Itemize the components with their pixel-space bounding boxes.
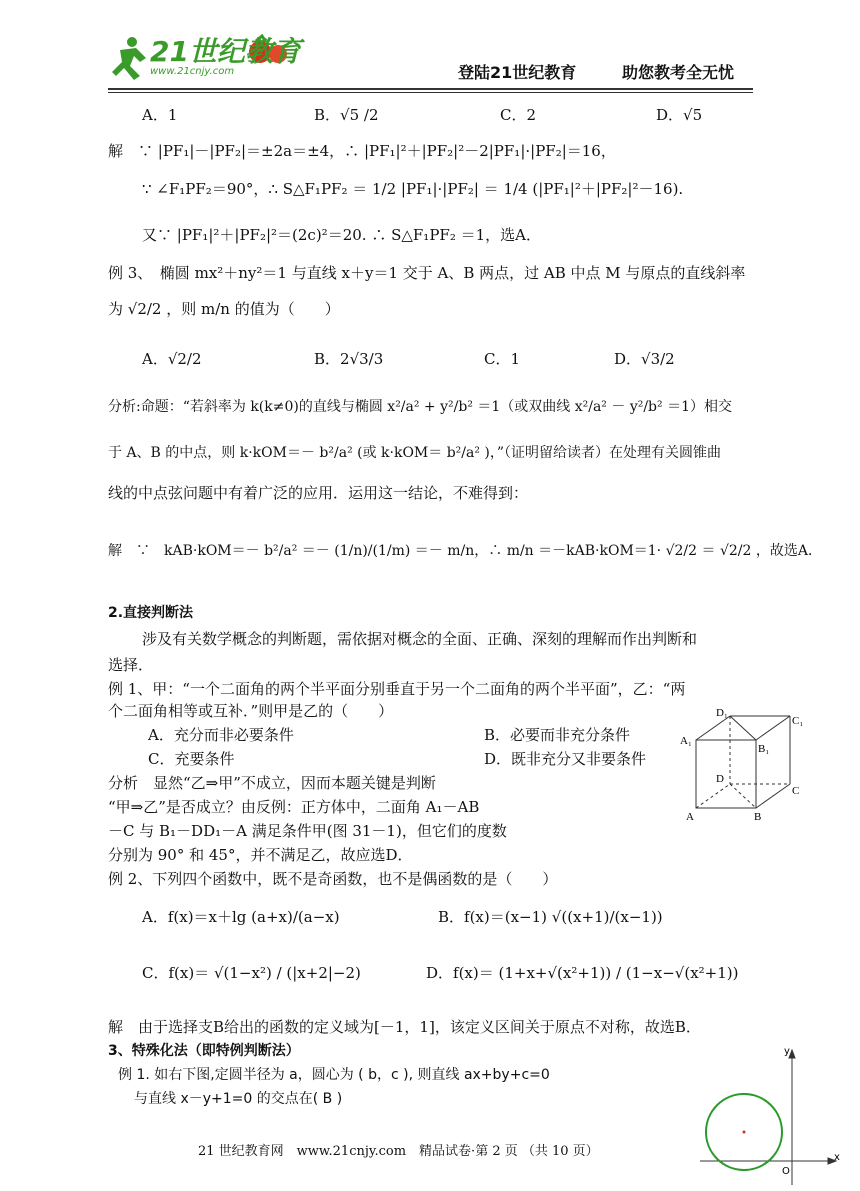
section-3-title: 3、特殊化法（即特例判断法）: [108, 1043, 300, 1059]
section-2-analysis-2: “甲⇒乙”是否成立？由反例：正方体中，二面角 A₁－AB: [108, 798, 480, 816]
example-3-option-c: C．1: [484, 350, 521, 368]
logo-text: 21世纪教育: [150, 35, 301, 68]
section-2-para-2: 选择．: [108, 656, 154, 674]
option-b: B．√5 /2: [314, 106, 379, 124]
slogan-1: 登陆21世纪教育: [458, 63, 577, 82]
cube-label-a: A: [686, 811, 694, 823]
analysis-line-3: 线的中点弦问题中有着广泛的应用．运用这一结论，不难得到：: [108, 484, 529, 502]
section-2-example-1-line-1: 例 1、甲：“一个二面角的两个半平面分别垂直于另一个二面角的两个半平面”，乙：“两: [108, 680, 686, 698]
section-2-analysis-1: 分析 显然“乙⇒甲”不成立，因而本题关键是判断: [108, 774, 436, 792]
slogan-2: 助您教考全无忧: [622, 63, 735, 82]
section-2-example-1-line-2: 个二面角相等或互补．”则甲是乙的（ ）: [108, 702, 394, 720]
footer: 21 世纪教育网 www.21cnjy.com 精品试卷·第 2 页 （共 10 页）: [198, 1144, 599, 1159]
section-2-title: 2.直接判断法: [108, 605, 194, 621]
analysis-line-1: 分析:命题：“若斜率为 k(k≠0)的直线与椭圆 x²/a² + y²/b² ＝1（或双曲线 x²/a² － y²/b² ＝1）相交: [108, 399, 732, 415]
solution-line-3: 又∵ |PF₁|²＋|PF₂|²＝(2c)²＝20. ∴ S△F₁PF₂ ＝1，选A．: [142, 226, 541, 244]
cube-label-a1: A₁: [680, 735, 692, 747]
header-rule-thin: [108, 92, 753, 93]
analysis-line-2: 于 A、B 的中点，则 k·kOM＝－ b²/a² (或 k·kOM＝ b²/a² )，”（证明留给读者）在处理有关圆锥曲: [108, 445, 722, 461]
cube-figure: [676, 700, 816, 830]
section-2-analysis-3: －C 与 B₁－DD₁－A 满足条件甲(图 31－1)，但它们的度数: [108, 822, 507, 840]
example-3-option-b: B．2√3/3: [314, 350, 384, 368]
analysis-solution: 解 ∵ kAB·kOM＝－ b²/a² ＝－ (1/n)/(1/m) ＝－ m/n，∴ m/n ＝－kAB·kOM＝1· √2/2 ＝ √2/2 ，故选A．: [108, 543, 822, 559]
section-2-solution: 解 由于选择支B给出的函数的定义域为[－1，1]，该定义区间关于原点不对称，故选B．: [108, 1018, 701, 1036]
function-option-d: D．f(x)＝ (1+x+√(x²+1)) / (1−x−√(x²+1)): [426, 964, 739, 982]
cube-label-b: B: [754, 811, 762, 823]
x-axis-label: x: [834, 1152, 840, 1163]
section-2-example-2: 例 2、下列四个函数中，既不是奇函数，也不是偶函数的是（ ）: [108, 870, 558, 888]
logo-url: www.21cnjy.com: [150, 66, 235, 77]
circle-center-dot: [743, 1131, 746, 1134]
header-rule: [108, 88, 753, 90]
example-3-option-a: A．√2/2: [142, 350, 202, 368]
function-option-a: A．f(x)＝x＋lg (a+x)/(a−x): [142, 908, 340, 926]
circle-graph: [690, 1040, 850, 1190]
example-3-line-1: 例 3、 椭圆 mx²＋ny²＝1 与直线 x＋y＝1 交于 A、B 两点，过 AB 中点 M 与原点的直线斜率: [108, 264, 746, 282]
y-axis-label: y: [784, 1046, 790, 1057]
section-2-option-a: A．充分而非必要条件: [148, 726, 294, 744]
section-2-analysis-4: 分别为 90° 和 45°，并不满足乙，故应选D．: [108, 846, 413, 864]
section-3-example-1-line-2: 与直线 x－y+1=0 的交点在( B ): [134, 1091, 343, 1107]
option-a: A．1: [142, 106, 178, 124]
function-option-c: C．f(x)＝ √(1−x²) / (|x+2|−2): [142, 964, 361, 982]
section-2-option-c: C．充要条件: [148, 750, 235, 768]
cube-label-b1: B₁: [758, 743, 770, 755]
cube-label-d1: D₁: [716, 707, 728, 719]
cube-label-c1: C₁: [792, 715, 804, 727]
function-option-b: B．f(x)＝(x−1) √((x+1)/(x−1)): [438, 908, 663, 926]
example-3-line-2: 为 √2/2 ，则 m/n 的值为（ ）: [108, 300, 340, 318]
section-2-option-b: B．必要而非充分条件: [484, 726, 631, 744]
section-2-option-d: D．既非充分又非要条件: [484, 750, 647, 768]
runner-icon: [112, 37, 146, 80]
section-3-example-1-line-1: 例 1. 如右下图,定圆半径为 a，圆心为 ( b，c ), 则直线 ax+by+c=0: [118, 1067, 550, 1083]
cube-label-d: D: [716, 773, 724, 785]
section-2-para-1: 涉及有关数学概念的判断题，需依据对概念的全面、正确、深刻的理解而作出判断和: [142, 630, 698, 648]
cube-label-c: C: [792, 785, 800, 797]
option-d: D．√5: [656, 106, 703, 124]
solution-line-2: ∵ ∠F₁PF₂＝90°，∴ S△F₁PF₂ ＝ 1/2 |PF₁|·|PF₂| ＝ 1/4 (|PF₁|²＋|PF₂|²－16).: [142, 180, 684, 198]
solution-line-1: 解 ∵ |PF₁|－|PF₂|＝±2a＝±4，∴ |PF₁|²＋|PF₂|²－2|PF₁|·|PF₂|＝16，: [108, 142, 616, 160]
example-3-option-d: D．√3/2: [614, 350, 675, 368]
option-c: C．2: [500, 106, 537, 124]
origin-label: O: [782, 1166, 790, 1177]
